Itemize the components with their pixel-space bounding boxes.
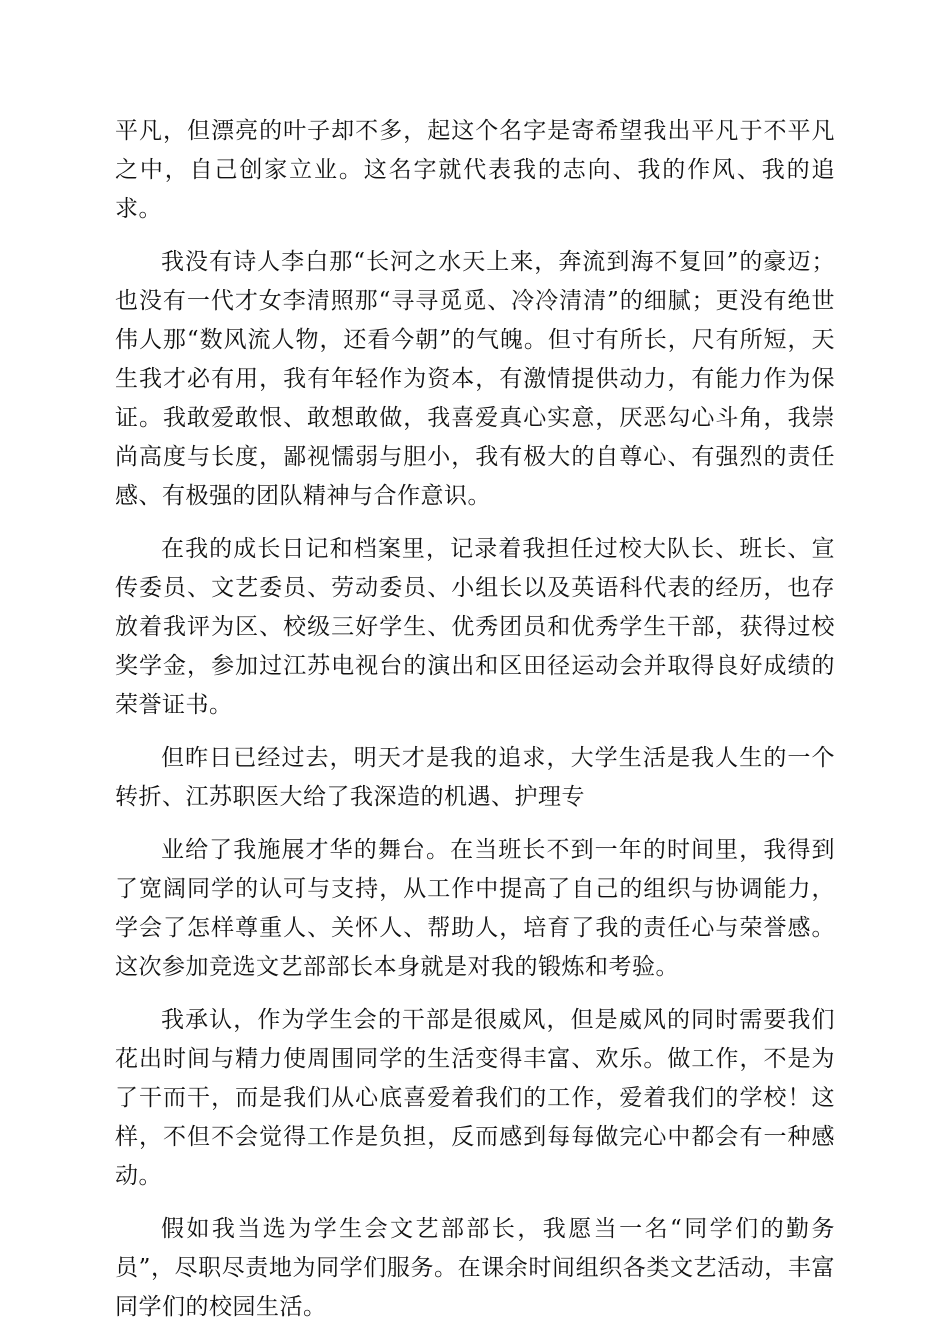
paragraph-5: 业给了我施展才华的舞台。在当班长不到一年的时间里，我得到了宽阔同学的认可与支持，从工作中提高了自己的组织与协调能力，学会了怎样尊重人、关怀人、帮助人，培育了我的责任心与荣誉感。这次参加竞选文艺部部长本身就是对我的锻炼和考验。 xyxy=(115,837,835,980)
paragraph-6: 我承认，作为学生会的干部是很威风，但是威风的同时需要我们花出时间与精力使周围同学的生活变得丰富、欢乐。做工作，不是为了干而干，而是我们从心底喜爱着我们的工作，爱着我们的学校！这样，不但不会觉得工作是负担，反而感到每每做完心中都会有一种感动。 xyxy=(115,1007,835,1189)
paragraph-2: 我没有诗人李白那“长河之水天上来，奔流到海不复回”的豪迈；也没有一代才女李清照那“寻寻觅觅、冷冷清清”的细腻；更没有绝世伟人那“数风流人物，还看今朝”的气魄。但寸有所长，尺有所短，天生我才必有用，我有年轻作为资本，有激情提供动力，有能力作为保证。我敢爱敢恨、敢想敢做，我喜爱真心实意，厌恶勾心斗角，我崇尚高度与长度，鄙视懦弱与胆小，我有极大的自尊心、有强烈的责任感、有极强的团队精神与合作意识。 xyxy=(115,249,835,509)
paragraph-4: 但昨日已经过去，明天才是我的追求，大学生活是我人生的一个转折、江苏职医大给了我深造的机遇、护理专 xyxy=(115,745,835,810)
paragraph-1: 平凡，但漂亮的叶子却不多，起这个名字是寄希望我出平凡于不平凡之中，自己创家立业。这名字就代表我的志向、我的作风、我的追求。 xyxy=(115,118,835,222)
paragraph-3: 在我的成长日记和档案里，记录着我担任过校大队长、班长、宣传委员、文艺委员、劳动委员、小组长以及英语科代表的经历，也存放着我评为区、校级三好学生、优秀团员和优秀学生干部，获得过校奖学金，参加过江苏电视台的演出和区田径运动会并取得良好成绩的荣誉证书。 xyxy=(115,536,835,718)
paragraph-7: 假如我当选为学生会文艺部部长，我愿当一名“同学们的勤务员”，尽职尽责地为同学们服务。在课余时间组织各类文艺活动，丰富同学们的校园生活。 xyxy=(115,1216,835,1320)
document-body xyxy=(115,112,835,1341)
